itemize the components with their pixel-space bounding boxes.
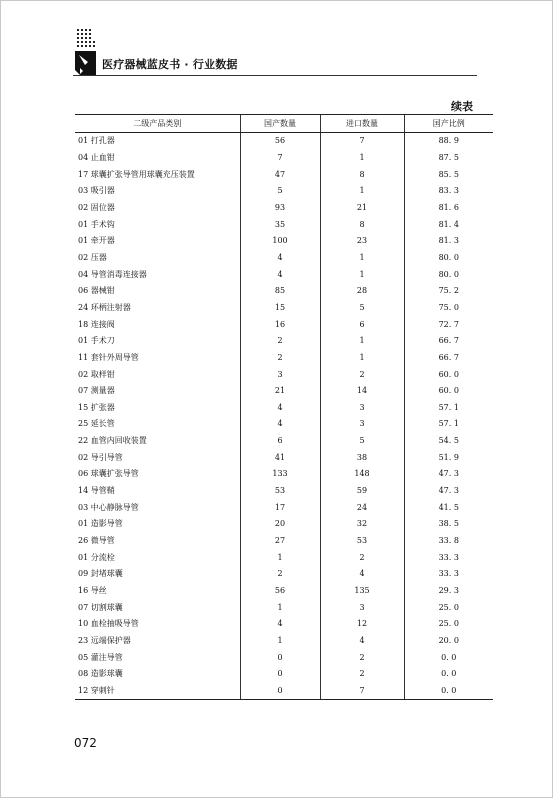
category-cell: 17 球囊扩张导管用球囊充压装置 — [78, 169, 195, 179]
import-count-cell: 3 — [320, 400, 404, 417]
import-count-cell: 8 — [320, 216, 404, 233]
domestic-ratio-cell: 60. 0 — [404, 383, 493, 400]
table-row — [75, 466, 493, 483]
domestic-count-cell: 56 — [240, 133, 320, 150]
domestic-ratio-cell: 75. 0 — [404, 300, 493, 317]
domestic-ratio-cell: 0. 0 — [404, 683, 493, 700]
category-cell: 10 血栓抽吸导管 — [78, 619, 139, 629]
category-cell: 09 封堵球囊 — [78, 569, 123, 579]
category-cell: 04 止血钳 — [78, 152, 115, 162]
domestic-count-cell: 1 — [240, 549, 320, 566]
table-row — [75, 216, 493, 233]
domestic-ratio-cell: 33. 8 — [404, 533, 493, 550]
domestic-ratio-cell: 0. 0 — [404, 666, 493, 683]
book-logo-icon — [74, 28, 98, 76]
column-header: 二级产品类别 — [75, 115, 240, 133]
domestic-ratio-cell: 33. 3 — [404, 566, 493, 583]
import-count-cell: 28 — [320, 283, 404, 300]
table-row — [75, 599, 493, 616]
domestic-ratio-cell: 83. 3 — [404, 183, 493, 200]
domestic-ratio-cell: 29. 3 — [404, 583, 493, 600]
domestic-count-cell: 17 — [240, 499, 320, 516]
import-count-cell: 2 — [320, 366, 404, 383]
header-rule — [73, 75, 477, 76]
domestic-count-cell: 15 — [240, 300, 320, 317]
import-count-cell: 14 — [320, 383, 404, 400]
domestic-count-cell: 20 — [240, 516, 320, 533]
table-row — [75, 150, 493, 167]
domestic-count-cell: 93 — [240, 200, 320, 217]
column-header: 国产比例 — [404, 115, 493, 133]
import-count-cell: 5 — [320, 300, 404, 317]
category-cell: 01 打孔器 — [78, 136, 115, 146]
category-cell: 01 牵开器 — [78, 236, 115, 246]
import-count-cell: 59 — [320, 483, 404, 500]
category-cell: 22 血管内回收装置 — [78, 436, 147, 446]
domestic-ratio-cell: 87. 5 — [404, 150, 493, 167]
domestic-ratio-cell: 85. 5 — [404, 166, 493, 183]
import-count-cell: 7 — [320, 133, 404, 150]
table-row — [75, 649, 493, 666]
table-row — [75, 566, 493, 583]
import-count-cell: 8 — [320, 166, 404, 183]
category-cell: 05 灌注导管 — [78, 652, 123, 662]
import-count-cell: 1 — [320, 333, 404, 350]
category-cell: 06 器械钳 — [78, 286, 115, 296]
column-header: 国产数量 — [240, 115, 320, 133]
domestic-ratio-cell: 81. 3 — [404, 233, 493, 250]
domestic-count-cell: 2 — [240, 350, 320, 367]
table-row — [75, 283, 493, 300]
table-row — [75, 449, 493, 466]
category-cell: 02 压器 — [78, 252, 107, 262]
domestic-ratio-cell: 47. 3 — [404, 466, 493, 483]
domestic-count-cell: 4 — [240, 416, 320, 433]
import-count-cell: 148 — [320, 466, 404, 483]
category-cell: 06 球囊扩张导管 — [78, 469, 139, 479]
import-count-cell: 2 — [320, 666, 404, 683]
table-row — [75, 499, 493, 516]
import-count-cell: 3 — [320, 599, 404, 616]
header-title: 医疗器械蓝皮书 · 行业数据 — [102, 58, 238, 71]
import-count-cell: 7 — [320, 683, 404, 700]
category-cell: 03 吸引器 — [78, 186, 115, 196]
import-count-cell: 53 — [320, 533, 404, 550]
data-table — [75, 114, 493, 700]
domestic-count-cell: 2 — [240, 566, 320, 583]
domestic-count-cell: 41 — [240, 449, 320, 466]
domestic-count-cell: 4 — [240, 250, 320, 267]
domestic-ratio-cell: 33. 3 — [404, 549, 493, 566]
domestic-count-cell: 47 — [240, 166, 320, 183]
table-row — [75, 266, 493, 283]
category-cell: 26 微导管 — [78, 536, 115, 546]
import-count-cell: 135 — [320, 583, 404, 600]
domestic-ratio-cell: 20. 0 — [404, 633, 493, 650]
import-count-cell: 1 — [320, 250, 404, 267]
domestic-ratio-cell: 88. 9 — [404, 133, 493, 150]
import-count-cell: 23 — [320, 233, 404, 250]
import-count-cell: 21 — [320, 200, 404, 217]
category-cell: 03 中心静脉导管 — [78, 502, 139, 512]
category-cell: 15 扩张器 — [78, 402, 115, 412]
domestic-ratio-cell: 80. 0 — [404, 266, 493, 283]
import-count-cell: 2 — [320, 549, 404, 566]
import-count-cell: 3 — [320, 416, 404, 433]
category-cell: 04 导管消毒连接器 — [78, 269, 147, 279]
category-cell: 07 切割球囊 — [78, 602, 123, 612]
domestic-ratio-cell: 41. 5 — [404, 499, 493, 516]
table-row — [75, 133, 493, 150]
category-cell: 02 取样钳 — [78, 369, 115, 379]
domestic-count-cell: 21 — [240, 383, 320, 400]
table-row — [75, 633, 493, 650]
table-row — [75, 183, 493, 200]
table-body — [75, 133, 493, 700]
category-cell: 08 造影球囊 — [78, 669, 123, 679]
import-count-cell: 4 — [320, 566, 404, 583]
table-row — [75, 433, 493, 450]
category-cell: 24 环柄注射器 — [78, 302, 131, 312]
table-row — [75, 316, 493, 333]
import-count-cell: 1 — [320, 183, 404, 200]
page-number: 072 — [74, 736, 97, 750]
import-count-cell: 6 — [320, 316, 404, 333]
table-row — [75, 350, 493, 367]
table-continued-label: 续表 — [451, 100, 473, 113]
table-row — [75, 200, 493, 217]
domestic-ratio-cell: 81. 4 — [404, 216, 493, 233]
domestic-ratio-cell: 0. 0 — [404, 649, 493, 666]
table-row — [75, 333, 493, 350]
domestic-count-cell: 0 — [240, 683, 320, 700]
domestic-count-cell: 35 — [240, 216, 320, 233]
domestic-ratio-cell: 81. 6 — [404, 200, 493, 217]
domestic-ratio-cell: 57. 1 — [404, 400, 493, 417]
domestic-ratio-cell: 57. 1 — [404, 416, 493, 433]
domestic-count-cell: 3 — [240, 366, 320, 383]
domestic-count-cell: 16 — [240, 316, 320, 333]
domestic-count-cell: 4 — [240, 400, 320, 417]
table-row — [75, 250, 493, 267]
domestic-ratio-cell: 25. 0 — [404, 599, 493, 616]
domestic-count-cell: 5 — [240, 183, 320, 200]
category-cell: 23 远端保护器 — [78, 636, 131, 646]
table-row — [75, 400, 493, 417]
import-count-cell: 32 — [320, 516, 404, 533]
domestic-count-cell: 4 — [240, 616, 320, 633]
domestic-ratio-cell: 72. 7 — [404, 316, 493, 333]
domestic-count-cell: 0 — [240, 666, 320, 683]
domestic-ratio-cell: 54. 5 — [404, 433, 493, 450]
category-cell: 12 穿刺针 — [75, 683, 240, 700]
category-cell: 02 导引导管 — [78, 452, 123, 462]
domestic-count-cell: 133 — [240, 466, 320, 483]
domestic-count-cell: 85 — [240, 283, 320, 300]
domestic-ratio-cell: 25. 0 — [404, 616, 493, 633]
domestic-ratio-cell: 47. 3 — [404, 483, 493, 500]
import-count-cell: 5 — [320, 433, 404, 450]
category-cell: 11 套针外周导管 — [78, 352, 139, 362]
domestic-count-cell: 1 — [240, 633, 320, 650]
table-row — [75, 549, 493, 566]
import-count-cell: 1 — [320, 150, 404, 167]
domestic-ratio-cell: 75. 2 — [404, 283, 493, 300]
category-cell: 02 固位器 — [78, 202, 115, 212]
domestic-ratio-cell: 60. 0 — [404, 366, 493, 383]
import-count-cell: 38 — [320, 449, 404, 466]
column-header: 进口数量 — [320, 115, 404, 133]
domestic-count-cell: 27 — [240, 533, 320, 550]
table-row — [75, 366, 493, 383]
import-count-cell: 4 — [320, 633, 404, 650]
table-row — [75, 583, 493, 600]
table-header-row — [75, 115, 493, 133]
domestic-count-cell: 100 — [240, 233, 320, 250]
table-row — [75, 300, 493, 317]
category-cell: 01 造影导管 — [78, 519, 123, 529]
domestic-count-cell: 53 — [240, 483, 320, 500]
category-cell: 18 连接阀 — [78, 319, 115, 329]
import-count-cell: 2 — [320, 649, 404, 666]
domestic-ratio-cell: 66. 7 — [404, 350, 493, 367]
domestic-count-cell: 2 — [240, 333, 320, 350]
category-cell: 01 手术刀 — [78, 336, 115, 346]
category-cell: 01 分流栓 — [78, 552, 115, 562]
category-cell: 07 测量器 — [78, 386, 115, 396]
category-cell: 25 延长管 — [78, 419, 115, 429]
domestic-ratio-cell: 66. 7 — [404, 333, 493, 350]
category-cell: 01 手术钩 — [78, 219, 115, 229]
table-row — [75, 666, 493, 683]
import-count-cell: 12 — [320, 616, 404, 633]
domestic-count-cell: 7 — [240, 150, 320, 167]
table-row — [75, 383, 493, 400]
table-row — [75, 683, 493, 700]
import-count-cell: 1 — [320, 266, 404, 283]
table-row — [75, 533, 493, 550]
domestic-ratio-cell: 80. 0 — [404, 250, 493, 267]
domestic-ratio-cell: 38. 5 — [404, 516, 493, 533]
domestic-count-cell: 1 — [240, 599, 320, 616]
table-row — [75, 416, 493, 433]
domestic-count-cell: 0 — [240, 649, 320, 666]
table-row — [75, 516, 493, 533]
table-row — [75, 483, 493, 500]
import-count-cell: 24 — [320, 499, 404, 516]
category-cell: 16 导丝 — [78, 586, 107, 596]
domestic-ratio-cell: 51. 9 — [404, 449, 493, 466]
domestic-count-cell: 6 — [240, 433, 320, 450]
domestic-count-cell: 4 — [240, 266, 320, 283]
table-row — [75, 166, 493, 183]
table-row — [75, 233, 493, 250]
table-row — [75, 616, 493, 633]
category-cell: 14 导管鞘 — [78, 486, 115, 496]
import-count-cell: 1 — [320, 350, 404, 367]
domestic-count-cell: 56 — [240, 583, 320, 600]
